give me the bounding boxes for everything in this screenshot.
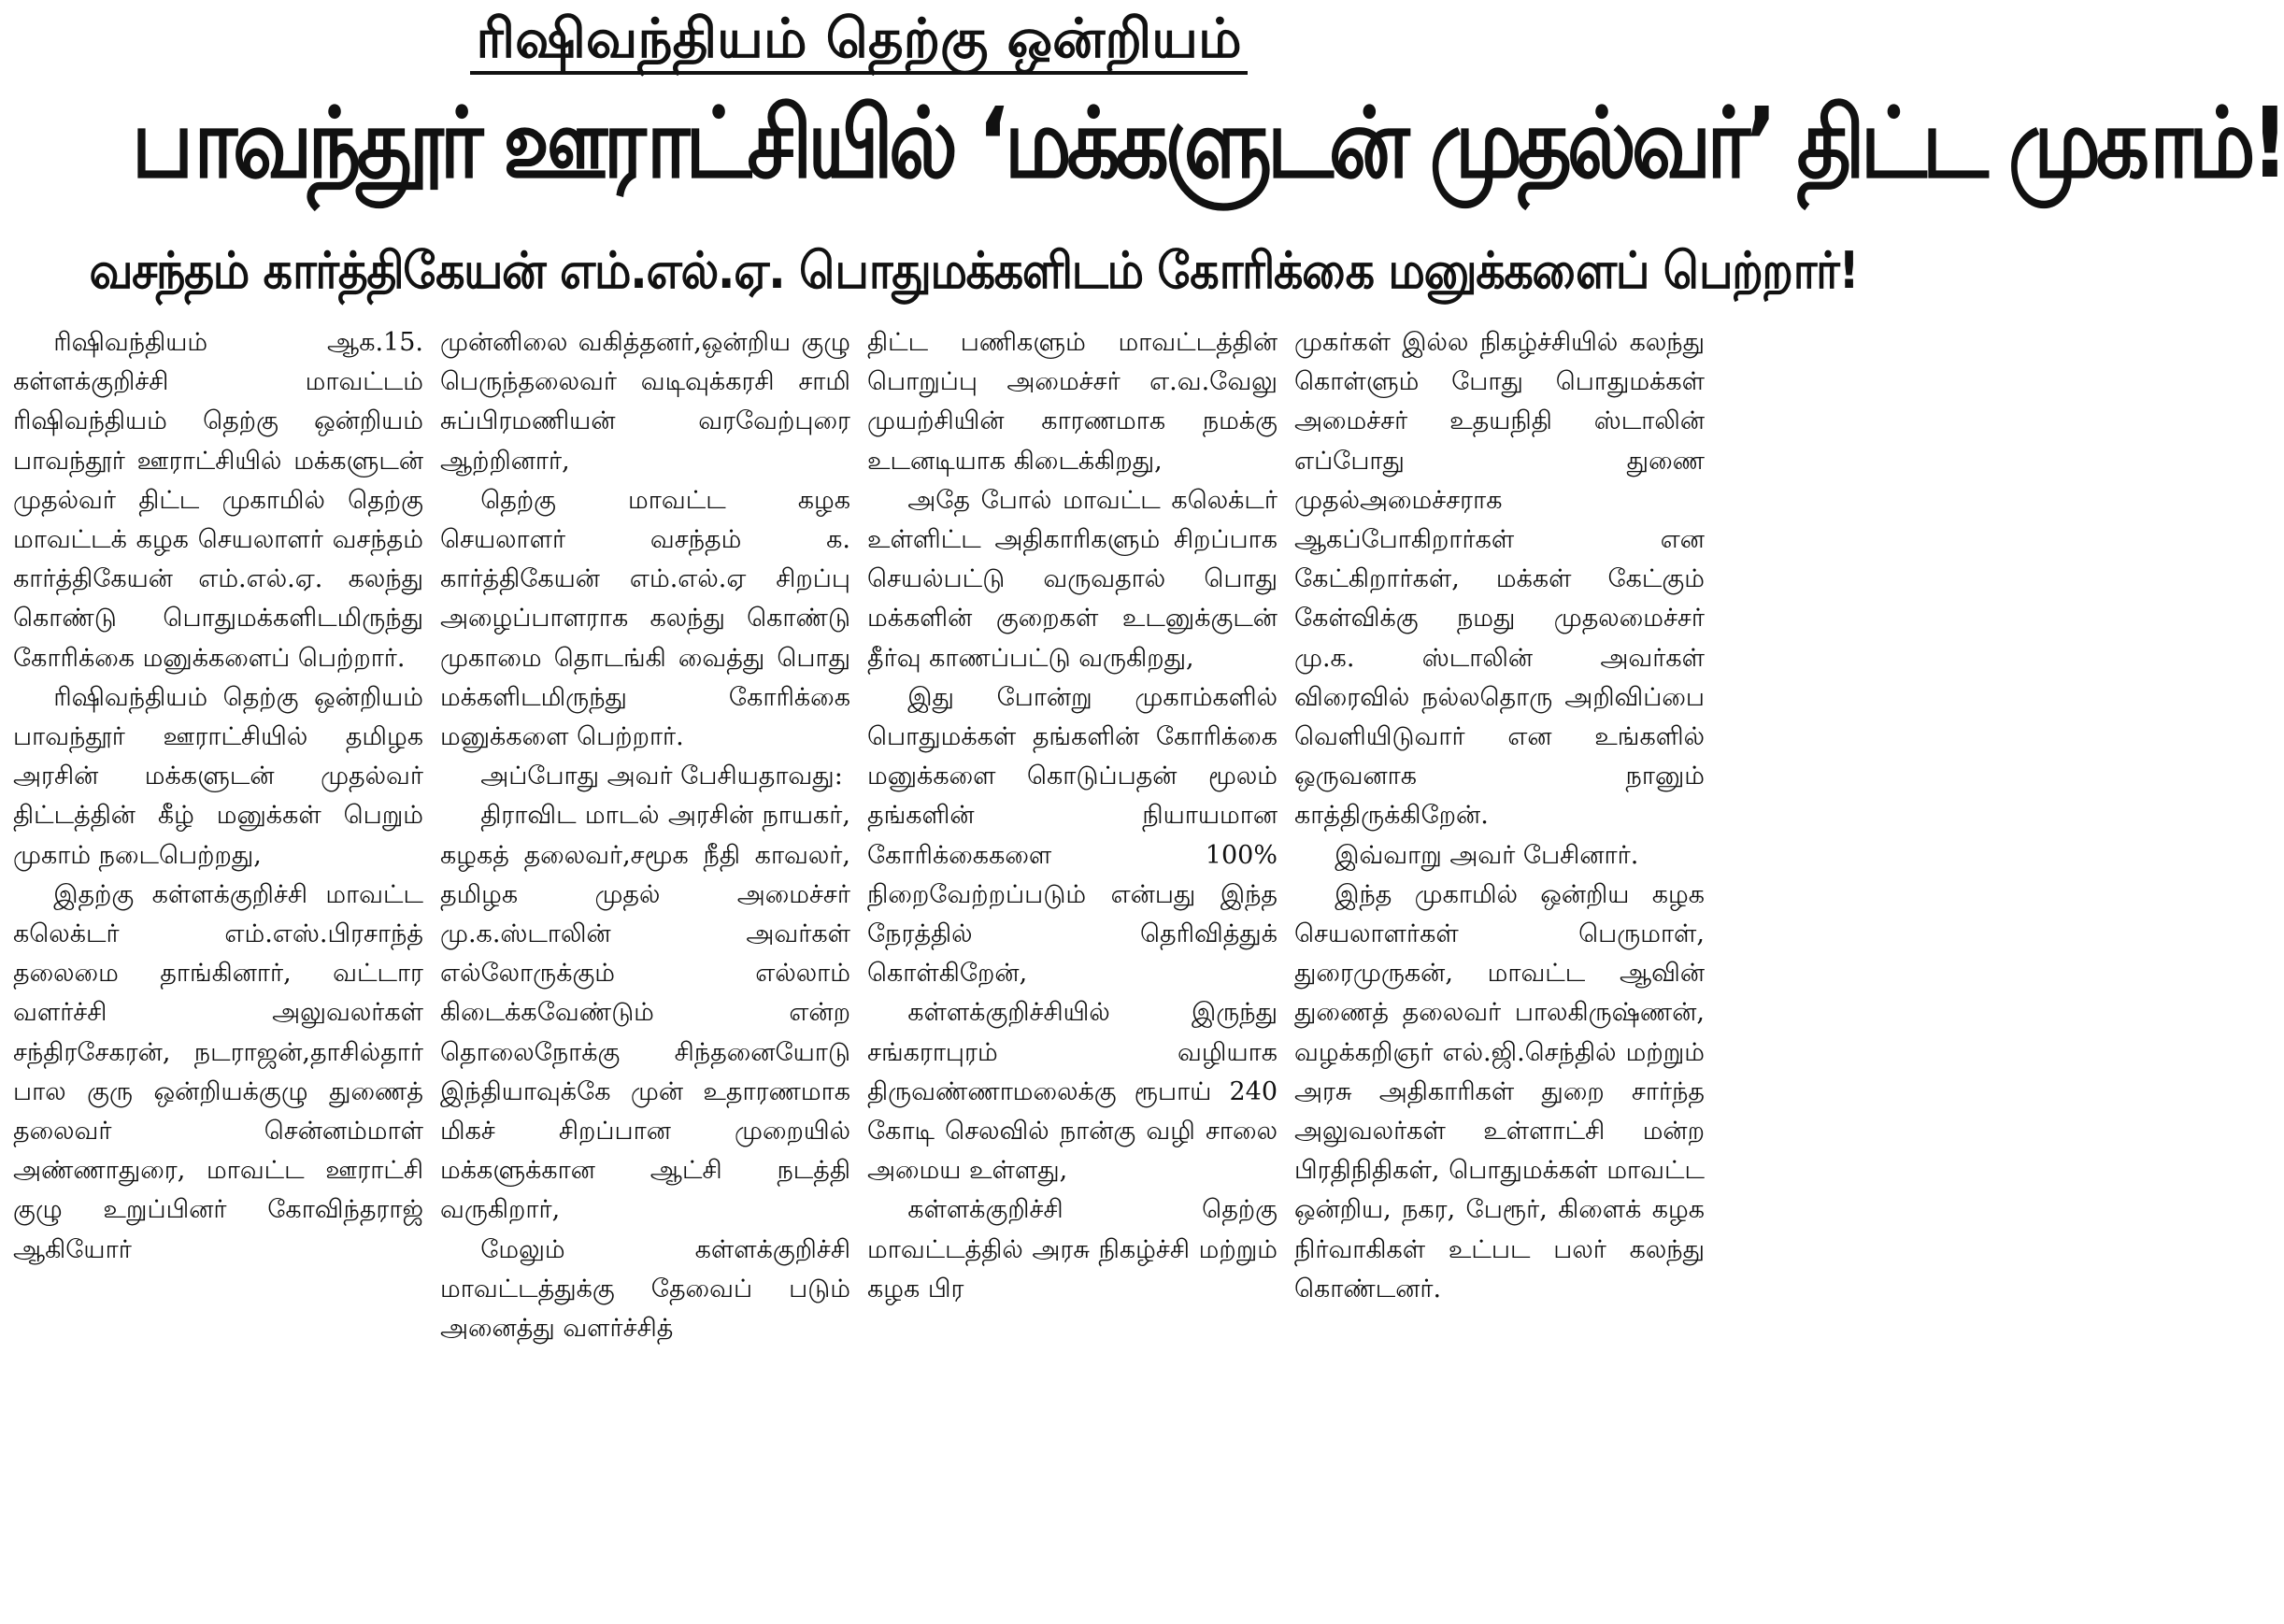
article-column-2 (440, 323, 850, 1603)
article-column-3 (867, 323, 1278, 1603)
paragraph: அப்போது அவர் பேசியதாவது: (480, 762, 843, 791)
headline: பாவந்தூர் ஊராட்சியில் ‘மக்களுடன் முதல்வர்’ திட்ட முகாம்! (131, 86, 2284, 200)
article-columns (13, 323, 1705, 1603)
paragraph: இதற்கு கள்ளக்குறிச்சி மாவட்ட கலெக்டர் எம்.எஸ்.பிரசாந்த் தலைமை தாங்கினார், வட்டார வளர்ச்சி அலுவலர்கள் சந்திரசேகரன், நடராஜன்,தாசில்தார் பால குரு ஒன்றியக்குழு துணைத் தலைவர் சென்னம்மாள் அண்ணாதுரை, மாவட்ட ஊராட்சி குழு உறுப்பினர் கோவிந்தராஜ் ஆகியோர் (13, 879, 423, 1264)
paragraph: ரிஷிவந்தியம் ஆக.15. கள்ளக்குறிச்சி மாவட்டம் ரிஷிவந்தியம் தெற்கு ஒன்றியம் பாவந்தூர் ஊராட்சியில் மக்களுடன் முதல்வர் திட்ட முகாமில் தெற்கு மாவட்டக் கழக செயலாளர் வசந்தம் கார்த்திகேயன் எம்.எல்.ஏ. கலந்து கொண்டு பொதுமக்களிடமிருந்து கோரிக்கை மனுக்களைப் பெற்றார். (13, 328, 423, 673)
kicker-wrap (13, 0, 1705, 78)
paragraph: கள்ளக்குறிச்சி தெற்கு மாவட்டத்தில் அரசு நிகழ்ச்சி மற்றும் கழக பிர (867, 1195, 1278, 1303)
paragraph: இந்த முகாமில் ஒன்றிய கழக செயலாளர்கள் பெருமாள், துரைமுருகன், மாவட்ட ஆவின் துணைத் தலைவர் பாலகிருஷ்ணன், வழக்கறிஞர் எல்.ஜி.செந்தில் மற்றும் அரசு அதிகாரிகள் துறை சார்ந்த அலுவலர்கள் உள்ளாட்சி மன்ற பிரதிநிதிகள், பொதுமக்கள் மாவட்ட ஒன்றிய, நகர, பேரூர், கிளைக் கழக நிர்வாகிகள் உட்பட பலர் கலந்து கொண்டனர். (1294, 879, 1705, 1303)
paragraph: தெற்கு மாவட்ட கழக செயலாளர் வசந்தம் க. கார்த்திகேயன் எம்.எல்.ஏ சிறப்பு அழைப்பாளராக கலந்து கொண்டு முகாமை தொடங்கி வைத்து பொது மக்களிடமிருந்து கோரிக்கை மனுக்களை பெற்றார். (440, 485, 850, 752)
paragraph: ரிஷிவந்தியம் தெற்கு ஒன்றியம் பாவந்தூர் ஊராட்சியில் தமிழக அரசின் மக்களுடன் முதல்வர் திட்டத்தின் கீழ் மனுக்கள் பெறும் முகாம் நடைபெற்றது, (13, 682, 423, 870)
paragraph: முகர்கள் இல்ல நிகழ்ச்சியில் கலந்து கொள்ளும் போது பொதுமக்கள் அமைச்சர் உதயநிதி ஸ்டாலின் எப்போது துணை முதல்அமைச்சராக ஆகப்போகிறார்கள் என கேட்கிறார்கள், மக்கள் கேட்கும் கேள்விக்கு நமது முதலமைச்சர் மு.க. ஸ்டாலின் அவர்கள் விரைவில் நல்லதொரு அறிவிப்பை வெளியிடுவார் என உங்களில் ஒருவனாக நானும் காத்திருக்கிறேன். (1294, 328, 1705, 831)
paragraph: கள்ளக்குறிச்சியில் இருந்து சங்கராபுரம் வழியாக திருவண்ணாமலைக்கு ரூபாய் 240 கோடி செலவில் நான்கு வழி சாலை அமைய உள்ளது, (867, 998, 1278, 1186)
paragraph: திராவிட மாடல் அரசின் நாயகர், கழகத் தலைவர்,சமூக நீதி காவலர், தமிழக முதல் அமைச்சர் மு.க.ஸ்டாலின் அவர்கள் எல்லோருக்கும் எல்லாம் கிடைக்கவேண்டும் என்ற தொலைநோக்கு சிந்தனையோடு இந்தியாவுக்கே முன் உதாரணமாக மிகச் சிறப்பான முறையில் மக்களுக்கான ஆட்சி நடத்தி வருகிறார், (440, 801, 850, 1225)
paragraph: திட்ட பணிகளும் மாவட்டத்தின் பொறுப்பு அமைச்சர் எ.வ.வேலு முயற்சியின் காரணமாக நமக்கு உடனடியாக கிடைக்கிறது, (867, 328, 1278, 476)
article-column-4 (1294, 323, 1705, 1603)
paragraph: முன்னிலை வகித்தனர்,ஒன்றிய குழு பெருந்தலைவர் வடிவுக்கரசி சாமி சுப்பிரமணியன் வரவேற்புரை ஆற்றினார், (440, 328, 850, 476)
paragraph: மேலும் கள்ளக்குறிச்சி மாவட்டத்துக்கு தேவைப் படும் அனைத்து வளர்ச்சித் (440, 1234, 850, 1344)
paragraph: இவ்வாறு அவர் பேசினார். (1335, 840, 1639, 870)
paragraph: அதே போல் மாவட்ட கலெக்டர் உள்ளிட்ட அதிகாரிகளும் சிறப்பாக செயல்பட்டு வருவதால் பொது மக்களின் குறைகள் உடனுக்குடன் தீர்வு காணப்பட்டு வருகிறது, (867, 485, 1278, 673)
subheadline: வசந்தம் கார்த்திகேயன் எம்.எல்.ஏ. பொதுமக்களிடம் கோரிக்கை மனுக்களைப் பெற்றார்! (89, 241, 1859, 300)
article-column-1 (13, 323, 423, 1603)
paragraph: இது போன்று முகாம்களில் பொதுமக்கள் தங்களின் கோரிக்கை மனுக்களை கொடுப்பதன் மூலம் தங்களின் நியாயமான கோரிக்கைகளை 100% நிறைவேற்றப்படும் என்பது இந்த நேரத்தில் தெரிவித்துக் கொள்கிறேன், (867, 682, 1278, 989)
kicker-heading: ரிஷிவந்தியம் தெற்கு ஒன்றியம் (470, 6, 1247, 75)
